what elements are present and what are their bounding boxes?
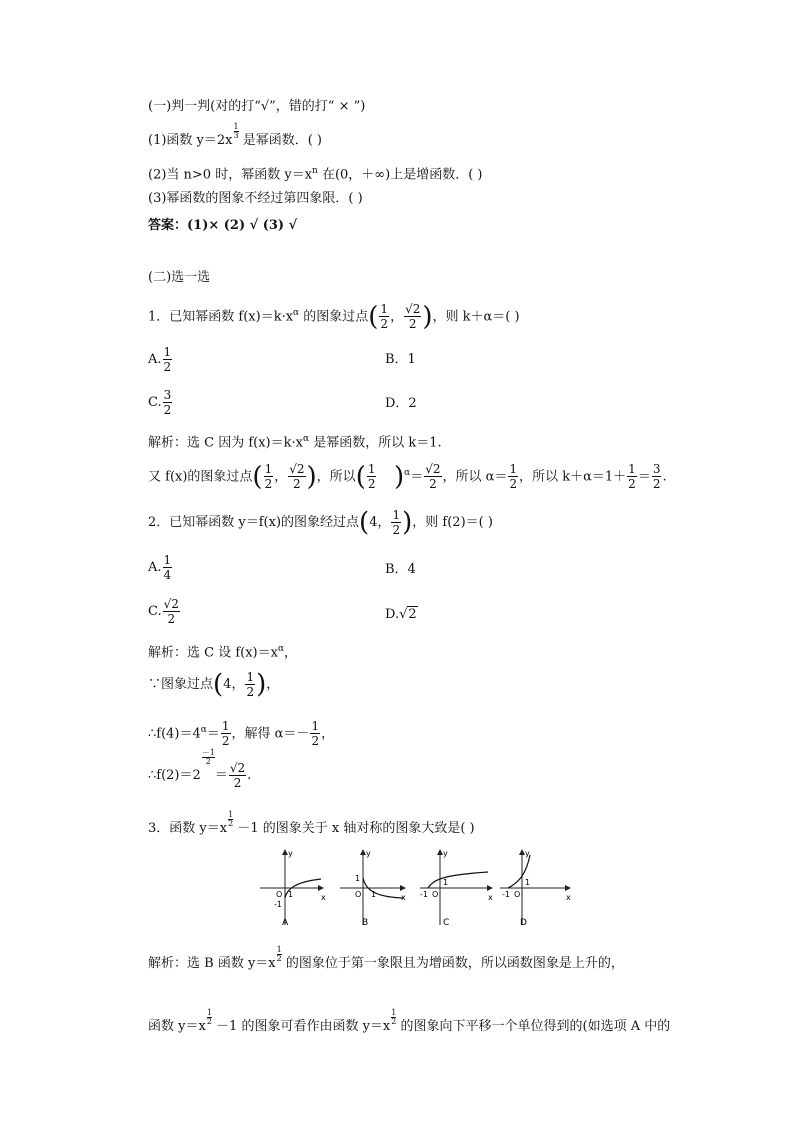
svg-text:y: y (366, 849, 371, 858)
svg-text:x: x (566, 893, 571, 902)
p2-option-b: B．4 (385, 562, 416, 577)
svg-text:C: C (443, 918, 450, 928)
graph-d (500, 849, 571, 928)
svg-text:D: D (520, 918, 527, 928)
p3-stem: 3．函数 y＝x $\frac{1}{2}$ －1 的图象关于 x 轴对称的图象大致是( ) (148, 810, 475, 836)
p1-stem: 1．已知幂函数 $f(x)=k\cdot x^\alpha$ 的图象过点( $\frac{1}{2}$ ， $\frac{√2}{2}$ )，则 k＋α＝( ) (148, 301, 520, 332)
p1-solution-line2: 又 f(x)的图象过点( $\frac{1}{2}$ ， $\frac{√2}{2}$ )，所以( $\frac{1}{2}$ )$^\alpha$＝ $\frac{√2}{2}$ ，所以 α＝ $\frac{1}{2}$ ，所以 k＋α＝1＋ $\frac{1}{2}$ ＝ $\frac{3}{2}$ . (148, 461, 667, 492)
svg-text:O: O (432, 890, 439, 899)
p2-solution-line3: $\therefore f(4)=4^\alpha=$ $\frac{1}{2}$ ，解得 α＝－ $\frac{1}{2}$ ， (148, 719, 335, 749)
graph-c (420, 849, 493, 928)
p3-solution-line1: 解析：选 B 函数 y＝x $\frac{1}{2}$ 的图象位于第一象限且为增函数，所以函数图象是上升的， (148, 945, 624, 971)
p2-solution-line4: ∴f(2)＝2 $\frac{-1}{2}$ ＝ $\frac{√2}{2}$ . (148, 748, 252, 790)
p1-option-a: A. $\frac{1}{2}$ (148, 345, 172, 374)
p1-option-b: B．1 (385, 352, 416, 367)
judge-answer: 答案：(1)× (2) √ (3) √ (148, 218, 298, 233)
svg-text:1: 1 (443, 878, 449, 887)
svg-text:1: 1 (288, 890, 294, 899)
svg-text:1: 1 (355, 874, 361, 883)
p3-graphs (255, 845, 595, 930)
svg-text:-1: -1 (420, 890, 428, 899)
svg-text:y: y (525, 849, 530, 858)
svg-text:x: x (488, 893, 493, 902)
p1-option-d: D．2 (385, 396, 417, 411)
svg-text:B: B (362, 918, 369, 928)
svg-text:O: O (355, 890, 362, 899)
svg-text:O: O (276, 890, 283, 899)
graph-a (260, 849, 326, 928)
svg-text:1: 1 (371, 890, 377, 899)
svg-text:x: x (401, 893, 406, 902)
judge-q1: (1)函数 y＝2x $\frac{1}{3}$ 是幂函数．( ) (148, 122, 323, 148)
p2-option-a: A. $\frac{1}{4}$ (148, 553, 172, 582)
svg-text:y: y (443, 849, 448, 858)
svg-text:O: O (514, 890, 521, 899)
graph-b (340, 849, 406, 928)
p1-option-c: C. $\frac{3}{2}$ (148, 388, 172, 417)
p2-solution-line2: ∵图象过点(4， $\frac{1}{2}$ )， (148, 669, 280, 700)
p2-option-d: D.√2 (385, 607, 417, 622)
svg-text:-1: -1 (274, 900, 282, 909)
p2-stem: 2．已知幂函数 y＝f(x)的图象经过点(4， $\frac{1}{2}$ )，则 f(2)＝( ) (148, 507, 493, 538)
p1-solution-line1: 解析：选 C 因为 $f(x)=k\cdot x^\alpha$ 是幂函数，所以 k＝1. (148, 434, 442, 451)
svg-text:1: 1 (525, 878, 531, 887)
judge-q2: (2)当 n>0 时，幂函数 $y=x^n$ 在(0，＋∞)上是增函数．( ) (148, 166, 483, 183)
judge-q3: (3)幂函数的图象不经过第四象限．( ) (148, 191, 363, 206)
judge-heading: (一)判一判(对的打“√”，错的打“ × ”) (148, 99, 366, 114)
svg-text:A: A (282, 918, 289, 928)
p2-solution-line1: 解析：选 C 设 $f(x)=x^\alpha$， (148, 644, 298, 661)
p2-option-c: C. $\frac{√2}{2}$ (148, 597, 179, 626)
p3-solution-line2: 函数 y＝x $\frac{1}{2}$ －1 的图象可看作由函数 y＝x $\frac{1}{2}$ 的图象向下平移一个单位得到的(如选项 A 中的 (148, 1008, 671, 1034)
svg-text:x: x (321, 893, 326, 902)
svg-text:-1: -1 (502, 890, 510, 899)
svg-text:y: y (288, 849, 293, 858)
choose-heading: (二)选一选 (148, 270, 211, 285)
